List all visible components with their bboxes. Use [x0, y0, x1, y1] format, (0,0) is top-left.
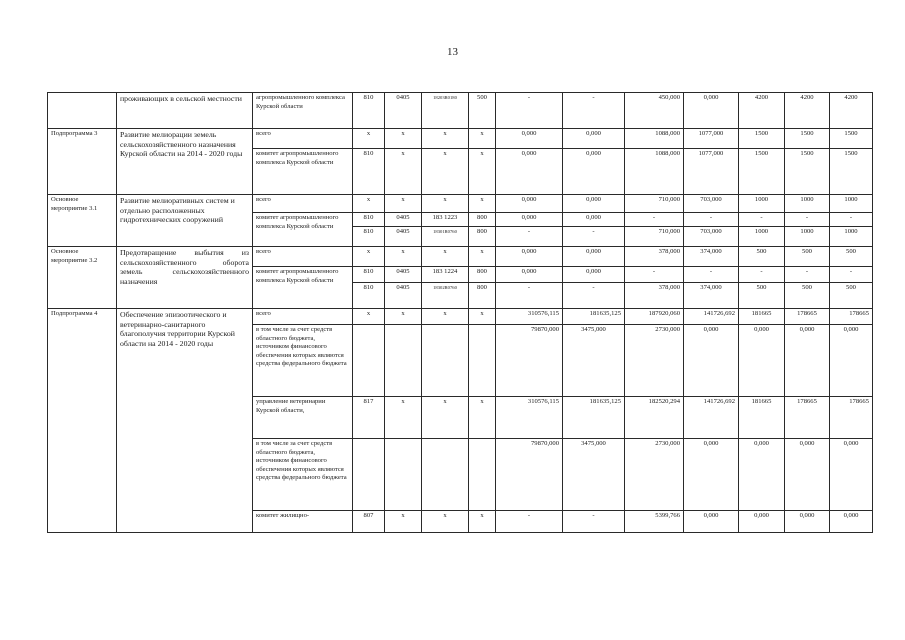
budget-table [47, 92, 873, 533]
value-cell: 500 [830, 283, 873, 309]
value-cell: 1000 [785, 195, 830, 213]
executor-cell: агропромышленного комплекса Курской области [253, 93, 353, 129]
value-cell: 1000 [739, 227, 785, 247]
csr-cell: 18203R0180 [422, 93, 469, 129]
vr-cell: х [469, 511, 496, 533]
value-cell: 178665 [830, 309, 873, 325]
value-cell: 0,000 [739, 511, 785, 533]
grbs-cell: 810 [353, 213, 385, 227]
value-cell: 178665 [785, 397, 830, 439]
value-cell: 0,000 [496, 195, 563, 213]
value-cell: 181665 [739, 397, 785, 439]
value-cell: 1500 [785, 149, 830, 195]
vr-cell [469, 439, 496, 511]
value-cell: 500 [785, 247, 830, 267]
value-cell: 0,000 [684, 93, 739, 129]
csr-cell: 183 1223 [422, 213, 469, 227]
executor-cell: всего [253, 247, 353, 267]
value-cell: 2730,000 [625, 325, 684, 397]
executor-cell: всего [253, 129, 353, 149]
value-cell: 1000 [830, 227, 873, 247]
value-cell: 178665 [785, 309, 830, 325]
table-row [48, 247, 873, 267]
program-cell: Подпрограмма 4 [48, 309, 117, 533]
program-cell: Основное мероприятие 3.1 [48, 195, 117, 247]
value-cell: 79870,000 [496, 439, 563, 511]
rzpr-cell: х [385, 309, 422, 325]
value-cell: 1000 [739, 195, 785, 213]
table-row [48, 129, 873, 149]
value-cell: - [785, 213, 830, 227]
value-cell: - [563, 511, 625, 533]
value-cell: - [830, 267, 873, 283]
vr-cell: 800 [469, 213, 496, 227]
rzpr-cell: 0405 [385, 213, 422, 227]
value-cell: 0,000 [684, 511, 739, 533]
value-cell: 710,000 [625, 227, 684, 247]
event-name-cell: Предотвращение выбытия из сельскохозяйственного оборота земель сельскохозяйственного назначения [117, 247, 253, 309]
value-cell: 5399,766 [625, 511, 684, 533]
value-cell: - [739, 213, 785, 227]
grbs-cell: х [353, 195, 385, 213]
csr-cell: х [422, 195, 469, 213]
value-cell: 1500 [785, 129, 830, 149]
value-cell: 310576,115 [496, 397, 563, 439]
rzpr-cell: х [385, 149, 422, 195]
vr-cell: х [469, 309, 496, 325]
csr-cell [422, 439, 469, 511]
value-cell: 3475,000 [563, 439, 625, 511]
rzpr-cell: х [385, 129, 422, 149]
value-cell: 1500 [739, 129, 785, 149]
value-cell: 1088,000 [625, 129, 684, 149]
vr-cell: х [469, 149, 496, 195]
value-cell: - [563, 93, 625, 129]
value-cell: - [830, 213, 873, 227]
value-cell: - [496, 511, 563, 533]
csr-cell: х [422, 247, 469, 267]
vr-cell: х [469, 129, 496, 149]
value-cell: 378,000 [625, 283, 684, 309]
value-cell: 378,000 [625, 247, 684, 267]
value-cell: 374,000 [684, 247, 739, 267]
value-cell: 710,000 [625, 195, 684, 213]
value-cell: - [496, 227, 563, 247]
value-cell: 0,000 [563, 149, 625, 195]
value-cell: 0,000 [830, 511, 873, 533]
value-cell: 0,000 [496, 149, 563, 195]
grbs-cell: 810 [353, 283, 385, 309]
value-cell: 1500 [830, 149, 873, 195]
value-cell: 141726,692 [684, 309, 739, 325]
value-cell: 0,000 [785, 439, 830, 511]
event-name-cell: проживающих в сельской местности [117, 93, 253, 129]
value-cell: 0,000 [563, 247, 625, 267]
value-cell: 181665 [739, 309, 785, 325]
value-cell: 500 [739, 283, 785, 309]
value-cell: 500 [739, 247, 785, 267]
value-cell: 703,000 [684, 195, 739, 213]
vr-cell: 800 [469, 283, 496, 309]
grbs-cell: 810 [353, 227, 385, 247]
executor-cell: комитет агропромышленного комплекса Курской области [253, 267, 353, 309]
grbs-cell: х [353, 129, 385, 149]
value-cell: - [684, 267, 739, 283]
value-cell: 2730,000 [625, 439, 684, 511]
value-cell: 4200 [785, 93, 830, 129]
csr-cell: х [422, 129, 469, 149]
value-cell: - [785, 267, 830, 283]
rzpr-cell: х [385, 195, 422, 213]
value-cell: 0,000 [684, 325, 739, 397]
csr-cell [422, 325, 469, 397]
value-cell: 0,000 [563, 267, 625, 283]
value-cell: 0,000 [684, 439, 739, 511]
value-cell: 4200 [830, 93, 873, 129]
csr-cell: х [422, 397, 469, 439]
grbs-cell: х [353, 309, 385, 325]
rzpr-cell [385, 439, 422, 511]
table-row [48, 195, 873, 213]
value-cell: 0,000 [563, 195, 625, 213]
value-cell: 310576,115 [496, 309, 563, 325]
csr-cell: 183 1224 [422, 267, 469, 283]
executor-cell: в том числе за счет средств областного бюджета, источником финансового обеспечения которых являются средства федерального бюджета [253, 325, 353, 397]
value-cell: 141726,692 [684, 397, 739, 439]
csr-cell: 18302R0760 [422, 283, 469, 309]
rzpr-cell: х [385, 247, 422, 267]
value-cell: - [496, 93, 563, 129]
value-cell: 500 [785, 283, 830, 309]
grbs-cell: 810 [353, 267, 385, 283]
rzpr-cell: х [385, 397, 422, 439]
value-cell: 0,000 [739, 325, 785, 397]
csr-cell: х [422, 511, 469, 533]
grbs-cell [353, 439, 385, 511]
page-number: 13 [447, 46, 458, 58]
executor-cell: всего [253, 195, 353, 213]
value-cell: 1500 [830, 129, 873, 149]
vr-cell: 800 [469, 267, 496, 283]
executor-cell: комитет жилищно- [253, 511, 353, 533]
grbs-cell: 817 [353, 397, 385, 439]
executor-cell: управление ветеринарии Курской области, [253, 397, 353, 439]
value-cell: 1000 [830, 195, 873, 213]
value-cell: 0,000 [785, 511, 830, 533]
value-cell: 1077,000 [684, 149, 739, 195]
program-cell: Основное мероприятие 3.2 [48, 247, 117, 309]
value-cell: 0,000 [830, 325, 873, 397]
value-cell: 0,000 [563, 129, 625, 149]
rzpr-cell: 0405 [385, 267, 422, 283]
value-cell: 1500 [739, 149, 785, 195]
vr-cell: 800 [469, 227, 496, 247]
table-row [48, 93, 873, 129]
value-cell: - [625, 267, 684, 283]
value-cell: 178665 [830, 397, 873, 439]
grbs-cell: 810 [353, 93, 385, 129]
event-name-cell: Обеспечение эпизоотического и ветеринарно-санитарного благополучия территории Курской области на 2014 - 2020 годы [117, 309, 253, 533]
event-name-cell: Развитие мелиорации земель сельскохозяйственного назначения Курской области на 2014 - 2020 годы [117, 129, 253, 195]
value-cell: 182520,294 [625, 397, 684, 439]
csr-cell: 18301R0760 [422, 227, 469, 247]
value-cell: - [684, 213, 739, 227]
value-cell: 4200 [739, 93, 785, 129]
table-row [48, 309, 873, 325]
grbs-cell [353, 325, 385, 397]
value-cell: 181635,125 [563, 397, 625, 439]
executor-cell: всего [253, 309, 353, 325]
value-cell: 0,000 [785, 325, 830, 397]
vr-cell: 500 [469, 93, 496, 129]
value-cell: 1088,000 [625, 149, 684, 195]
value-cell: - [625, 213, 684, 227]
rzpr-cell: 0405 [385, 227, 422, 247]
vr-cell [469, 325, 496, 397]
executor-cell: комитет агропромышленного комплекса Курской области [253, 149, 353, 195]
grbs-cell: 807 [353, 511, 385, 533]
value-cell: 1077,000 [684, 129, 739, 149]
value-cell: 79870,000 [496, 325, 563, 397]
grbs-cell: 810 [353, 149, 385, 195]
value-cell: - [563, 283, 625, 309]
grbs-cell: х [353, 247, 385, 267]
rzpr-cell [385, 325, 422, 397]
csr-cell: х [422, 309, 469, 325]
executor-cell: в том числе за счет средств областного бюджета, источником финансового обеспечения которых являются средства федерального бюджета [253, 439, 353, 511]
value-cell: 3475,000 [563, 325, 625, 397]
value-cell: 1000 [785, 227, 830, 247]
value-cell: 703,000 [684, 227, 739, 247]
value-cell: 181635,125 [563, 309, 625, 325]
value-cell: 0,000 [830, 439, 873, 511]
csr-cell: х [422, 149, 469, 195]
value-cell: 0,000 [496, 247, 563, 267]
value-cell: 0,000 [496, 267, 563, 283]
vr-cell: х [469, 397, 496, 439]
rzpr-cell: 0405 [385, 283, 422, 309]
value-cell: - [496, 283, 563, 309]
event-name-cell: Развитие мелиоративных систем и отдельно расположенных гидротехнических сооружений [117, 195, 253, 247]
program-cell [48, 93, 117, 129]
value-cell: 0,000 [496, 213, 563, 227]
value-cell: - [739, 267, 785, 283]
value-cell: 0,000 [563, 213, 625, 227]
program-cell: Подпрограмма 3 [48, 129, 117, 195]
value-cell: 0,000 [496, 129, 563, 149]
value-cell: - [563, 227, 625, 247]
vr-cell: х [469, 247, 496, 267]
value-cell: 500 [830, 247, 873, 267]
rzpr-cell: 0405 [385, 93, 422, 129]
rzpr-cell: х [385, 511, 422, 533]
value-cell: 450,000 [625, 93, 684, 129]
vr-cell: х [469, 195, 496, 213]
value-cell: 0,000 [739, 439, 785, 511]
value-cell: 374,000 [684, 283, 739, 309]
executor-cell: комитет агропромышленного комплекса Курской области [253, 213, 353, 247]
value-cell: 187920,060 [625, 309, 684, 325]
